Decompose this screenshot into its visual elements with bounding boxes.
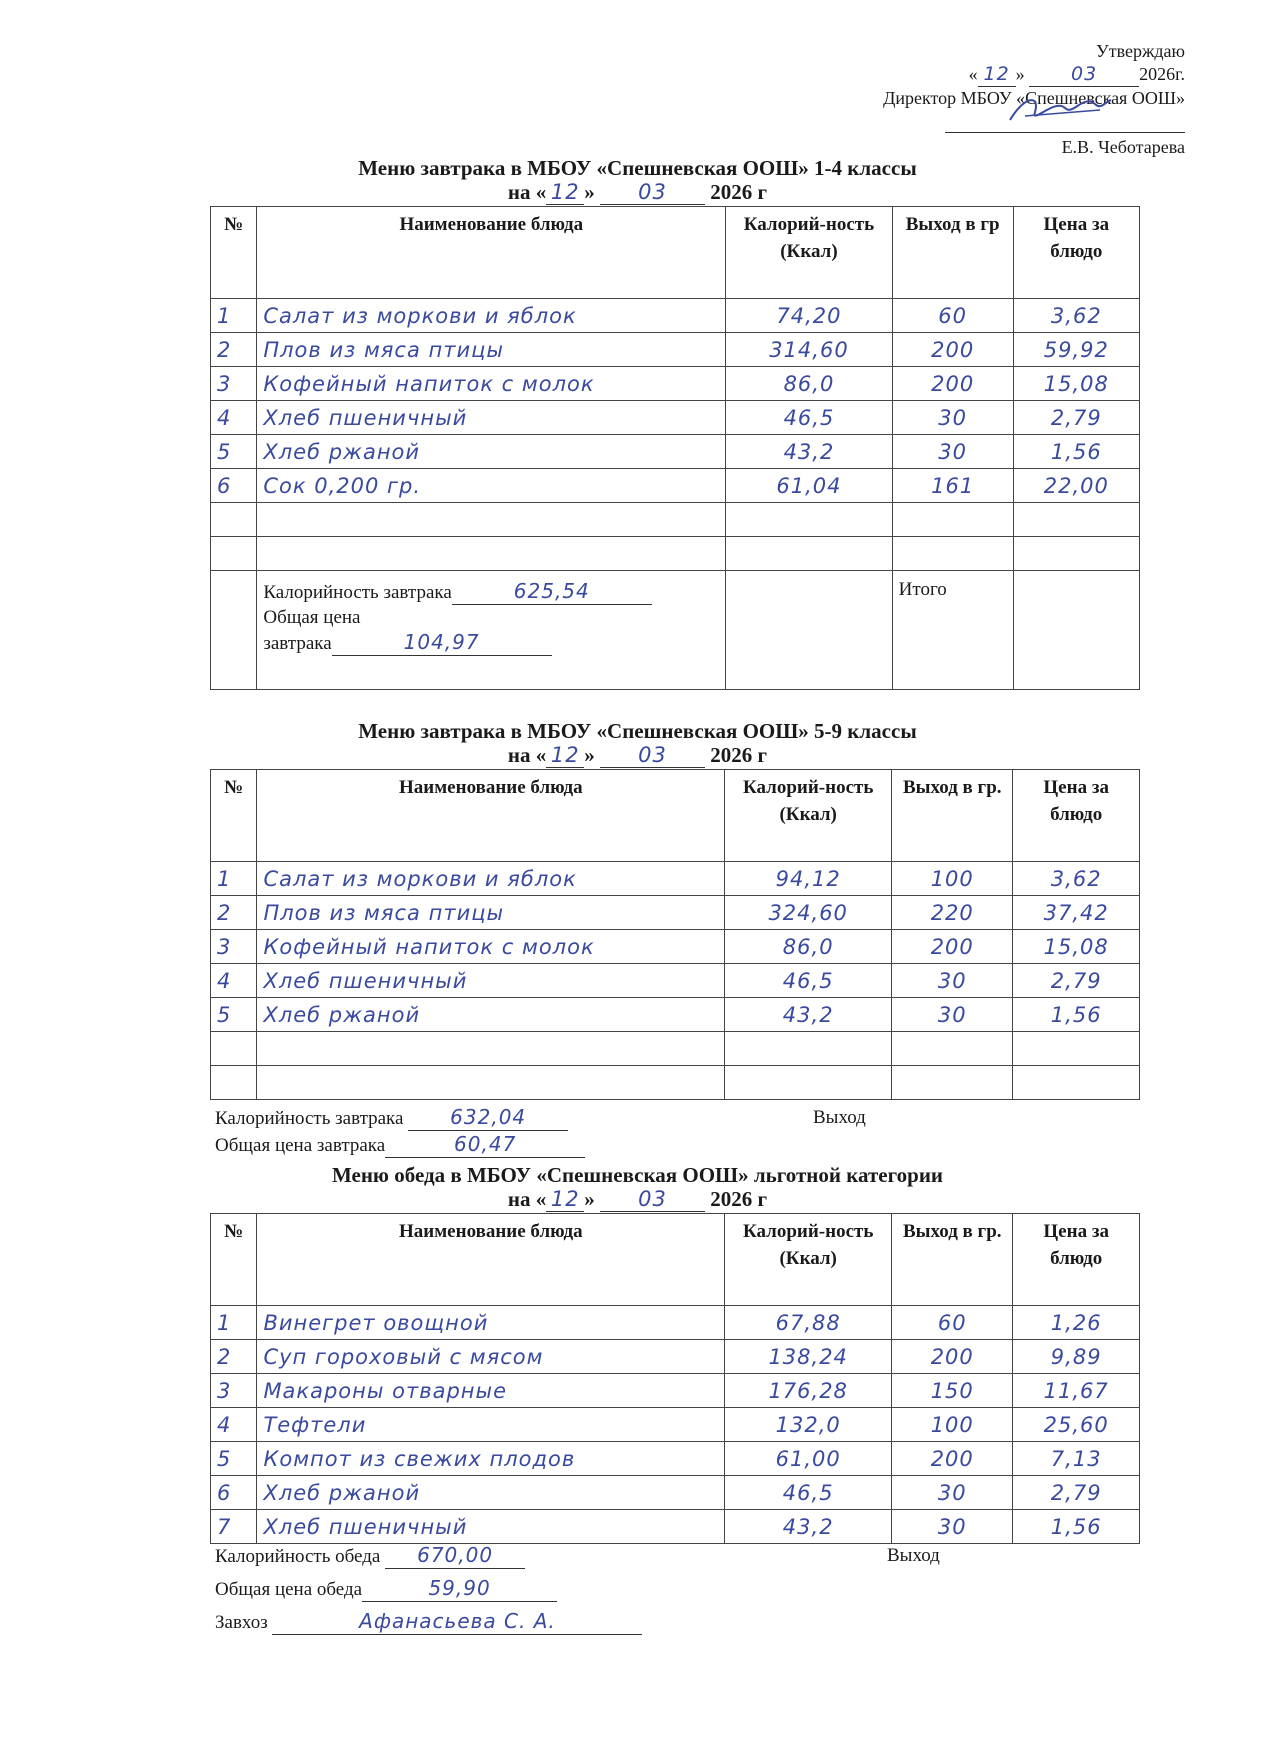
table-row [211,1442,1140,1476]
row-out: 30 [892,1476,1013,1510]
approval-month: 03 [1029,63,1139,87]
table1-header-row [211,207,1140,299]
table2-date-day: 12 [546,743,584,768]
summary-kcal-label: Калорийность завтрака [263,582,452,603]
table-row [211,401,1140,435]
table-row [211,896,1140,930]
table-row [211,1408,1140,1442]
row-out: 200 [892,1442,1013,1476]
table3-kcal-value: 670,00 [385,1543,525,1569]
row-kcal: 86,0 [725,930,892,964]
header-price: Цена за блюдо [1013,1214,1140,1306]
row-kcal: 67,88 [725,1306,892,1340]
table2 [210,769,1140,1100]
row-kcal: 94,12 [725,862,892,896]
row-kcal: 43,2 [726,435,892,469]
table-row [211,1510,1140,1544]
row-name: Компот из свежих плодов [257,1442,725,1476]
row-price: 1,56 [1013,998,1140,1032]
empty-cell [257,503,726,537]
row-out: 200 [892,930,1013,964]
header-name: Наименование блюда [257,207,726,299]
row-out: 220 [892,896,1013,930]
row-num: 1 [211,299,257,333]
empty-cell [892,503,1013,537]
approval-date: « 12 » 03 2026г. [968,63,1185,85]
header-out: Выход в гр. [892,770,1013,862]
row-price: 25,60 [1013,1408,1140,1442]
summary-price-label2: завтрака [263,633,332,654]
table3-title: Меню обеда в МБОУ «Спешневская ООШ» льготной категории [331,1163,944,1187]
empty-cell [726,503,892,537]
table2-price-line [215,1132,815,1158]
row-out: 60 [892,299,1013,333]
table-row [211,964,1140,998]
table2-price-value: 60,47 [385,1132,585,1158]
header-kcal: Калорий-ность (Ккал) [725,1214,892,1306]
table-row [211,862,1140,896]
header-name: Наименование блюда [257,770,725,862]
row-name: Кофейный напиток с молок [257,930,725,964]
empty-cell [1013,1066,1140,1100]
row-out: 100 [892,1408,1013,1442]
table-row [211,435,1140,469]
row-num: 5 [211,998,257,1032]
empty-cell [257,1066,725,1100]
row-num: 4 [211,1408,257,1442]
empty-cell [725,1066,892,1100]
row-name: Хлеб ржаной [257,998,725,1032]
table-row [211,299,1140,333]
empty-cell [725,1032,892,1066]
manager-label: Завхоз [215,1612,268,1633]
row-out: 30 [892,1510,1013,1544]
row-num: 2 [211,333,257,367]
row-kcal: 176,28 [725,1374,892,1408]
total-label: Итого [892,571,1013,690]
row-kcal: 132,0 [725,1408,892,1442]
director-signature [1005,90,1115,130]
table1-date-year: 2026 г [710,180,768,204]
table3-price-value: 59,90 [362,1576,557,1602]
table2-date-year: 2026 г [710,743,768,767]
row-num: 4 [211,401,257,435]
header-num: № [211,1214,257,1306]
table3-date [0,1187,1275,1212]
table3-kcal-label: Калорийность обеда [215,1546,381,1567]
row-price: 22,00 [1013,469,1139,503]
table3-manager-line [215,1609,815,1635]
row-price: 15,08 [1013,930,1140,964]
row-price: 1,56 [1013,435,1139,469]
table-row [211,930,1140,964]
row-name: Хлеб ржаной [257,1476,725,1510]
table-row-empty [211,1032,1140,1066]
table2-price-label: Общая цена завтрака [215,1135,386,1156]
table2-kcal-label: Калорийность завтрака [215,1108,404,1129]
row-num: 5 [211,1442,257,1476]
table1 [210,206,1140,690]
empty-cell [211,1032,257,1066]
row-kcal: 86,0 [726,367,892,401]
approve-label: Утверждаю [1095,41,1185,61]
row-num: 3 [211,367,257,401]
header-num: № [211,207,257,299]
empty-cell [257,537,726,571]
table2-kcal-value: 632,04 [408,1105,568,1131]
empty-cell [1013,537,1139,571]
row-kcal: 61,04 [726,469,892,503]
row-out: 30 [892,401,1013,435]
row-kcal: 74,20 [726,299,892,333]
table3-price-label: Общая цена обеда [215,1579,363,1600]
row-num: 7 [211,1510,257,1544]
row-name: Хлеб пшеничный [257,964,725,998]
row-kcal: 314,60 [726,333,892,367]
row-price: 1,56 [1013,1510,1140,1544]
row-num: 4 [211,964,257,998]
row-out: 200 [892,1340,1013,1374]
empty-cell [1013,571,1139,690]
row-name: Хлеб пшеничный [257,401,726,435]
row-name: Салат из моркови и яблок [257,299,726,333]
row-price: 2,79 [1013,1476,1140,1510]
row-kcal: 138,24 [725,1340,892,1374]
empty-cell [892,1066,1013,1100]
row-out: 30 [892,998,1013,1032]
table3-date-month: 03 [600,1187,705,1212]
empty-cell [726,571,892,690]
row-kcal: 61,00 [725,1442,892,1476]
table1-date [0,180,1275,205]
row-name: Хлеб пшеничный [257,1510,725,1544]
table2-date-month: 03 [600,743,705,768]
approval-block [765,40,1185,159]
date-mid: » [584,743,595,767]
table-row [211,1374,1140,1408]
row-out: 150 [892,1374,1013,1408]
row-out: 161 [892,469,1013,503]
row-name: Винегрет овощной [257,1306,725,1340]
table1-summary-row [211,571,1140,690]
summary-kcal [263,579,719,605]
row-kcal: 43,2 [725,1510,892,1544]
date-prefix: на « [507,743,547,767]
row-name: Кофейный напиток с молок [257,367,726,401]
row-out: 30 [892,964,1013,998]
row-out: 100 [892,862,1013,896]
table3 [210,1213,1140,1544]
row-price: 3,62 [1013,299,1139,333]
director-name: Е.В. Чеботарева [1061,137,1185,157]
header-price: Цена за блюдо [1013,207,1139,299]
row-num: 1 [211,1306,257,1340]
director-signature-line [765,110,1185,136]
row-price: 37,42 [1013,896,1140,930]
date-mid: » [584,180,595,204]
row-name: Сок 0,200 гр. [257,469,726,503]
table3-kcal-line [215,1543,1115,1569]
row-name: Макароны отварные [257,1374,725,1408]
date-mid: » [584,1187,595,1211]
manager-value: Афанасьева С. А. [272,1609,642,1635]
table-row-empty [211,503,1140,537]
row-price: 11,67 [1013,1374,1140,1408]
row-num: 5 [211,435,257,469]
summary-price-value: 104,97 [332,630,552,656]
row-name: Хлеб ржаной [257,435,726,469]
empty-cell [726,537,892,571]
header-kcal: Калорий-ность (Ккал) [726,207,892,299]
empty-cell [211,503,257,537]
empty-cell [1013,1032,1140,1066]
table2-date [0,743,1275,768]
row-price: 7,13 [1013,1442,1140,1476]
table2-out-label: Выход [813,1107,866,1128]
date-prefix: на « [507,1187,547,1211]
approval-day: 12 [978,63,1016,87]
empty-cell [211,571,257,690]
row-out: 200 [892,333,1013,367]
row-num: 6 [211,469,257,503]
row-num: 3 [211,930,257,964]
row-kcal: 46,5 [725,1476,892,1510]
table3-date-day: 12 [546,1187,584,1212]
row-price: 9,89 [1013,1340,1140,1374]
row-out: 60 [892,1306,1013,1340]
row-name: Салат из моркови и яблок [257,862,725,896]
table-row-empty [211,1066,1140,1100]
row-price: 3,62 [1013,862,1140,896]
header-price: Цена за блюдо [1013,770,1140,862]
row-kcal: 46,5 [725,964,892,998]
table-row [211,469,1140,503]
row-kcal: 46,5 [726,401,892,435]
table-row-empty [211,537,1140,571]
table-row [211,367,1140,401]
approval-year: 2026г. [1139,64,1185,84]
director-label: Директор МБОУ «Спешневская ООШ» [883,88,1185,108]
row-price: 59,92 [1013,333,1139,367]
row-num: 2 [211,896,257,930]
empty-cell [892,537,1013,571]
empty-cell [257,1032,725,1066]
row-num: 2 [211,1340,257,1374]
header-name: Наименование блюда [257,1214,725,1306]
summary-price [263,630,719,656]
row-kcal: 43,2 [725,998,892,1032]
table3-header-row [211,1214,1140,1306]
summary-kcal-value: 625,54 [452,579,652,605]
date-prefix: на « [507,180,547,204]
table1-date-day: 12 [546,180,584,205]
table1-date-month: 03 [600,180,705,205]
empty-cell [211,1066,257,1100]
summary-price-label1: Общая цена [263,607,361,628]
row-out: 200 [892,367,1013,401]
row-name: Тефтели [257,1408,725,1442]
row-name: Плов из мяса птицы [257,896,725,930]
table-row [211,1306,1140,1340]
table-row [211,1476,1140,1510]
row-num: 1 [211,862,257,896]
row-kcal: 324,60 [725,896,892,930]
row-price: 1,26 [1013,1306,1140,1340]
row-out: 30 [892,435,1013,469]
row-price: 2,79 [1013,964,1140,998]
table3-price-line [215,1576,815,1602]
row-price: 2,79 [1013,401,1139,435]
empty-cell [1013,503,1139,537]
row-name: Суп гороховый с мясом [257,1340,725,1374]
row-num: 6 [211,1476,257,1510]
row-price: 15,08 [1013,367,1139,401]
table-row [211,1340,1140,1374]
table3-date-year: 2026 г [710,1187,768,1211]
header-out: Выход в гр [892,207,1013,299]
table1-title: Меню завтрака в МБОУ «Спешневская ООШ» 1-4 классы [358,156,917,180]
table-row [211,333,1140,367]
header-kcal: Калорий-ность (Ккал) [725,770,892,862]
table2-header-row [211,770,1140,862]
empty-cell [211,537,257,571]
header-out: Выход в гр. [892,1214,1013,1306]
table-row [211,998,1140,1032]
table1-summary [257,571,726,690]
empty-cell [892,1032,1013,1066]
table2-kcal-line [215,1105,1115,1131]
row-name: Плов из мяса птицы [257,333,726,367]
row-num: 3 [211,1374,257,1408]
header-num: № [211,770,257,862]
table3-out-label: Выход [887,1545,940,1566]
table2-title: Меню завтрака в МБОУ «Спешневская ООШ» 5-9 классы [358,719,917,743]
